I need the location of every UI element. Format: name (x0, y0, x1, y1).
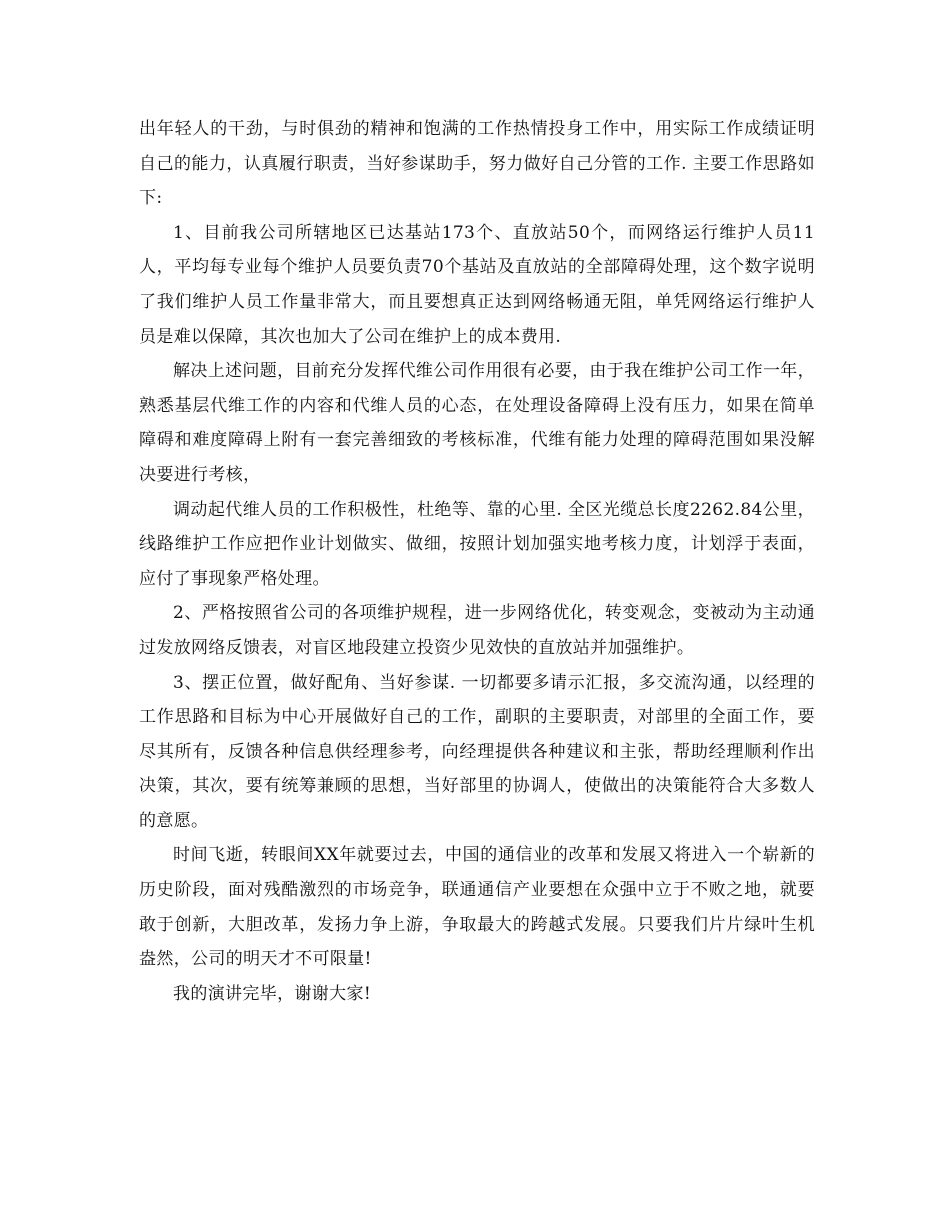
paragraph-3: 解决上述问题，目前充分发挥代维公司作用很有必要，由于我在维护公司工作一年，熟悉基层代维工作的内容和代维人员的心态，在处理设备障碍上没有压力，如果在简单障碍和难度障碍上附有一套完善细致的考核标准，代维有能力处理的障碍范围如果没解决要进行考核， (139, 361, 815, 485)
paragraph-8: 我的演讲完毕，谢谢大家! (173, 983, 372, 1004)
paragraph-1: 出年轻人的干劲，与时俱劲的精神和饱满的工作热情投身工作中，用实际工作成绩证明自己的能力，认真履行职责，当好参谋助手，努力做好自己分管的工作. 主要工作思路如下: (139, 119, 815, 209)
paragraph-4: 调动起代维人员的工作积极性，杜绝等、靠的心里. 全区光缆总长度2262.84公里，线路维护工作应把作业计划做实、做细，按照计划加强实地考核力度，计划浮于表面，应付了事现象严格处理。 (139, 499, 815, 589)
paragraph-2: 1、目前我公司所辖地区已达基站173个、直放站50个，而网络运行维护人员11人，平均每专业每个维护人员要负责70个基站及直放站的全部障碍处理，这个数字说明了我们维护人员工作量非常大，而且要想真正达到网络畅通无阻，单凭网络运行维护人员是难以保障，其次也加大了公司在维护上的成本费用. (139, 222, 815, 347)
paragraph-7: 时间飞逝，转眼间XX年就要过去，中国的通信业的改革和发展又将进入一个崭新的历史阶段，面对残酷激烈的市场竞争，联通通信产业要想在众强中立于不败之地，就要敢于创新，大胆改革，发扬力争上游，争取最大的跨越式发展。只要我们片片绿叶生机盎然，公司的明天才不可限量! (139, 845, 815, 970)
paragraph-6: 3、摆正位置，做好配角、当好参谋. 一切都要多请示汇报，多交流沟通，以经理的工作思路和目标为中心开展做好自己的工作，副职的主要职责，对部里的全面工作，要尽其所有，反馈各种信息供经理参考，向经理提供各种建议和主张，帮助经理顺利作出决策，其次，要有统筹兼顾的思想，当好部里的协调人，使做出的决策能符合大多数人的意愿。 (139, 672, 815, 831)
paragraph-5: 2、严格按照省公司的各项维护规程，进一步网络优化，转变观念，变被动为主动通过发放网络反馈表，对盲区地段建立投资少见效快的直放站并加强维护。 (139, 603, 815, 658)
document-body (139, 112, 815, 1011)
